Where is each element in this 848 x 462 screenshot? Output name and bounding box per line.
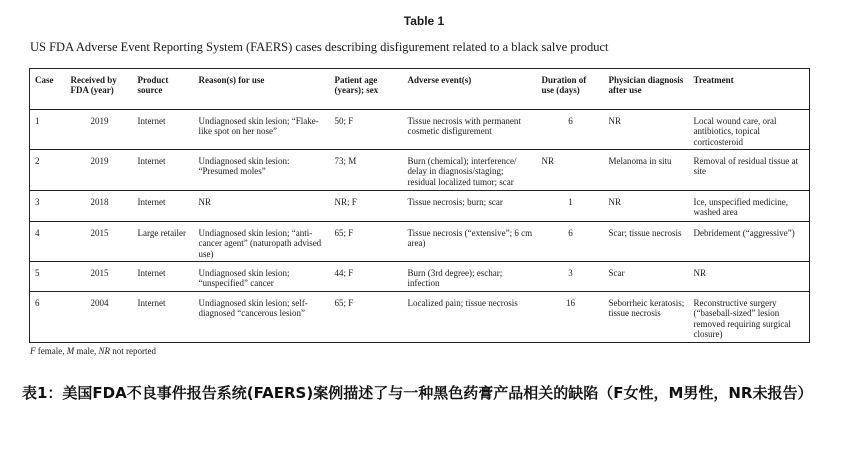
header-reason: Reason(s) for use — [198, 75, 265, 85]
cell-diagnosis: Seborrheic keratosis; tissue necrosis — [604, 292, 689, 343]
cell-reason: Undiagnosed skin lesion: “Presumed moles” — [194, 150, 330, 191]
cell-reason: Undiagnosed skin lesion; “unspecified” cancer — [194, 262, 330, 292]
table-footnote — [30, 346, 156, 356]
cell-reason: NR — [194, 191, 330, 222]
cell-diagnosis: NR — [604, 110, 689, 150]
cell-duration: 3 — [537, 262, 604, 292]
cell-age-sex: 65; F — [330, 292, 403, 343]
cell-treatment: Reconstructive surgery (“baseball-sized” lesion removed requiring surgical closure) — [689, 292, 810, 343]
header-treatment: Treatment — [693, 75, 734, 85]
table-row — [30, 222, 810, 262]
cell-diagnosis: Scar; tissue necrosis — [604, 222, 689, 262]
chinese-caption: 表1：美国FDA不良事件报告系统(FAERS)案例描述了与一种黑色药膏产品相关的缺陷（F女性，M男性，NR未报告） — [22, 384, 813, 402]
cell-case: 1 — [30, 110, 66, 150]
cell-reason: Undiagnosed skin lesion; “anti-cancer agent” (naturopath advised use) — [194, 222, 330, 262]
cell-year: 2015 — [66, 222, 133, 262]
table-header-row — [30, 69, 810, 110]
cell-diagnosis: Scar — [604, 262, 689, 292]
cell-duration: 1 — [537, 191, 604, 222]
cell-age-sex: 73; M — [330, 150, 403, 191]
table-row — [30, 191, 810, 222]
header-source: Product source — [137, 75, 169, 96]
cell-adverse-events: Tissue necrosis; burn; scar — [403, 191, 537, 222]
cell-adverse-events: Tissue necrosis (“extensive”; 6 cm area) — [403, 222, 537, 262]
footnote-m: M — [66, 346, 75, 356]
faers-table — [29, 68, 810, 343]
cell-treatment: Ice, unspecified medicine, washed area — [689, 191, 810, 222]
cell-adverse-events: Tissue necrosis with permanent cosmetic disfigurement — [403, 110, 537, 150]
cell-treatment: Debridement (“aggressive”) — [689, 222, 810, 262]
cell-duration: NR — [537, 150, 604, 191]
cell-diagnosis: NR — [604, 191, 689, 222]
cell-source: Internet — [133, 262, 194, 292]
cell-year: 2015 — [66, 262, 133, 292]
header-case: Case — [35, 75, 54, 85]
cell-case: 6 — [30, 292, 66, 343]
table-row — [30, 110, 810, 150]
table-label: Table 1 — [403, 14, 445, 28]
cell-source: Internet — [133, 292, 194, 343]
table-row — [30, 262, 810, 292]
cell-case: 5 — [30, 262, 66, 292]
cell-source: Internet — [133, 110, 194, 150]
cell-treatment: Local wound care, oral antibiotics, topical corticosteroid — [689, 110, 810, 150]
cell-source: Internet — [133, 150, 194, 191]
header-received: Received by FDA (year) — [70, 75, 117, 96]
cell-case: 3 — [30, 191, 66, 222]
footnote-nr: NR — [98, 346, 110, 356]
cell-diagnosis: Melanoma in situ — [604, 150, 689, 191]
cell-reason: Undiagnosed skin lesion; self-diagnosed “cancerous lesion” — [194, 292, 330, 343]
cell-age-sex: 65; F — [330, 222, 403, 262]
cell-case: 2 — [30, 150, 66, 191]
cell-treatment: NR — [689, 262, 810, 292]
cell-duration: 6 — [537, 222, 604, 262]
cell-year: 2019 — [66, 110, 133, 150]
cell-year: 2018 — [66, 191, 133, 222]
cell-adverse-events: Burn (3rd degree); eschar; infection — [403, 262, 537, 292]
cell-year: 2004 — [66, 292, 133, 343]
cell-year: 2019 — [66, 150, 133, 191]
cell-source: Large retailer — [133, 222, 194, 262]
header-adverse-events: Adverse event(s) — [407, 75, 472, 85]
header-duration: Duration of use (days) — [541, 75, 587, 96]
footnote-f: F — [30, 346, 36, 356]
header-age-sex: Patient age (years); sex — [334, 75, 379, 96]
cell-case: 4 — [30, 222, 66, 262]
header-diagnosis: Physician diagnosis after use — [608, 75, 684, 96]
footnote-nr-text: not reported — [110, 346, 156, 356]
cell-age-sex: 50; F — [330, 110, 403, 150]
cell-duration: 16 — [537, 292, 604, 343]
cell-age-sex: NR; F — [330, 191, 403, 222]
table-row — [30, 150, 810, 191]
cell-source: Internet — [133, 191, 194, 222]
footnote-m-text: male, — [74, 346, 99, 356]
footnote-f-text: female, — [35, 346, 67, 356]
cell-treatment: Removal of residual tissue at site — [689, 150, 810, 191]
cell-adverse-events: Localized pain; tissue necrosis — [403, 292, 537, 343]
cell-age-sex: 44; F — [330, 262, 403, 292]
table-row — [30, 292, 810, 343]
cell-reason: Undiagnosed skin lesion; “Flake-like spot on her nose” — [194, 110, 330, 150]
cell-adverse-events: Burn (chemical); interference/ delay in diagnosis/staging; residual localized tumor; scar — [403, 150, 537, 191]
table-caption: US FDA Adverse Event Reporting System (FAERS) cases describing disfigurement related to a black salve product — [30, 40, 609, 54]
cell-duration: 6 — [537, 110, 604, 150]
